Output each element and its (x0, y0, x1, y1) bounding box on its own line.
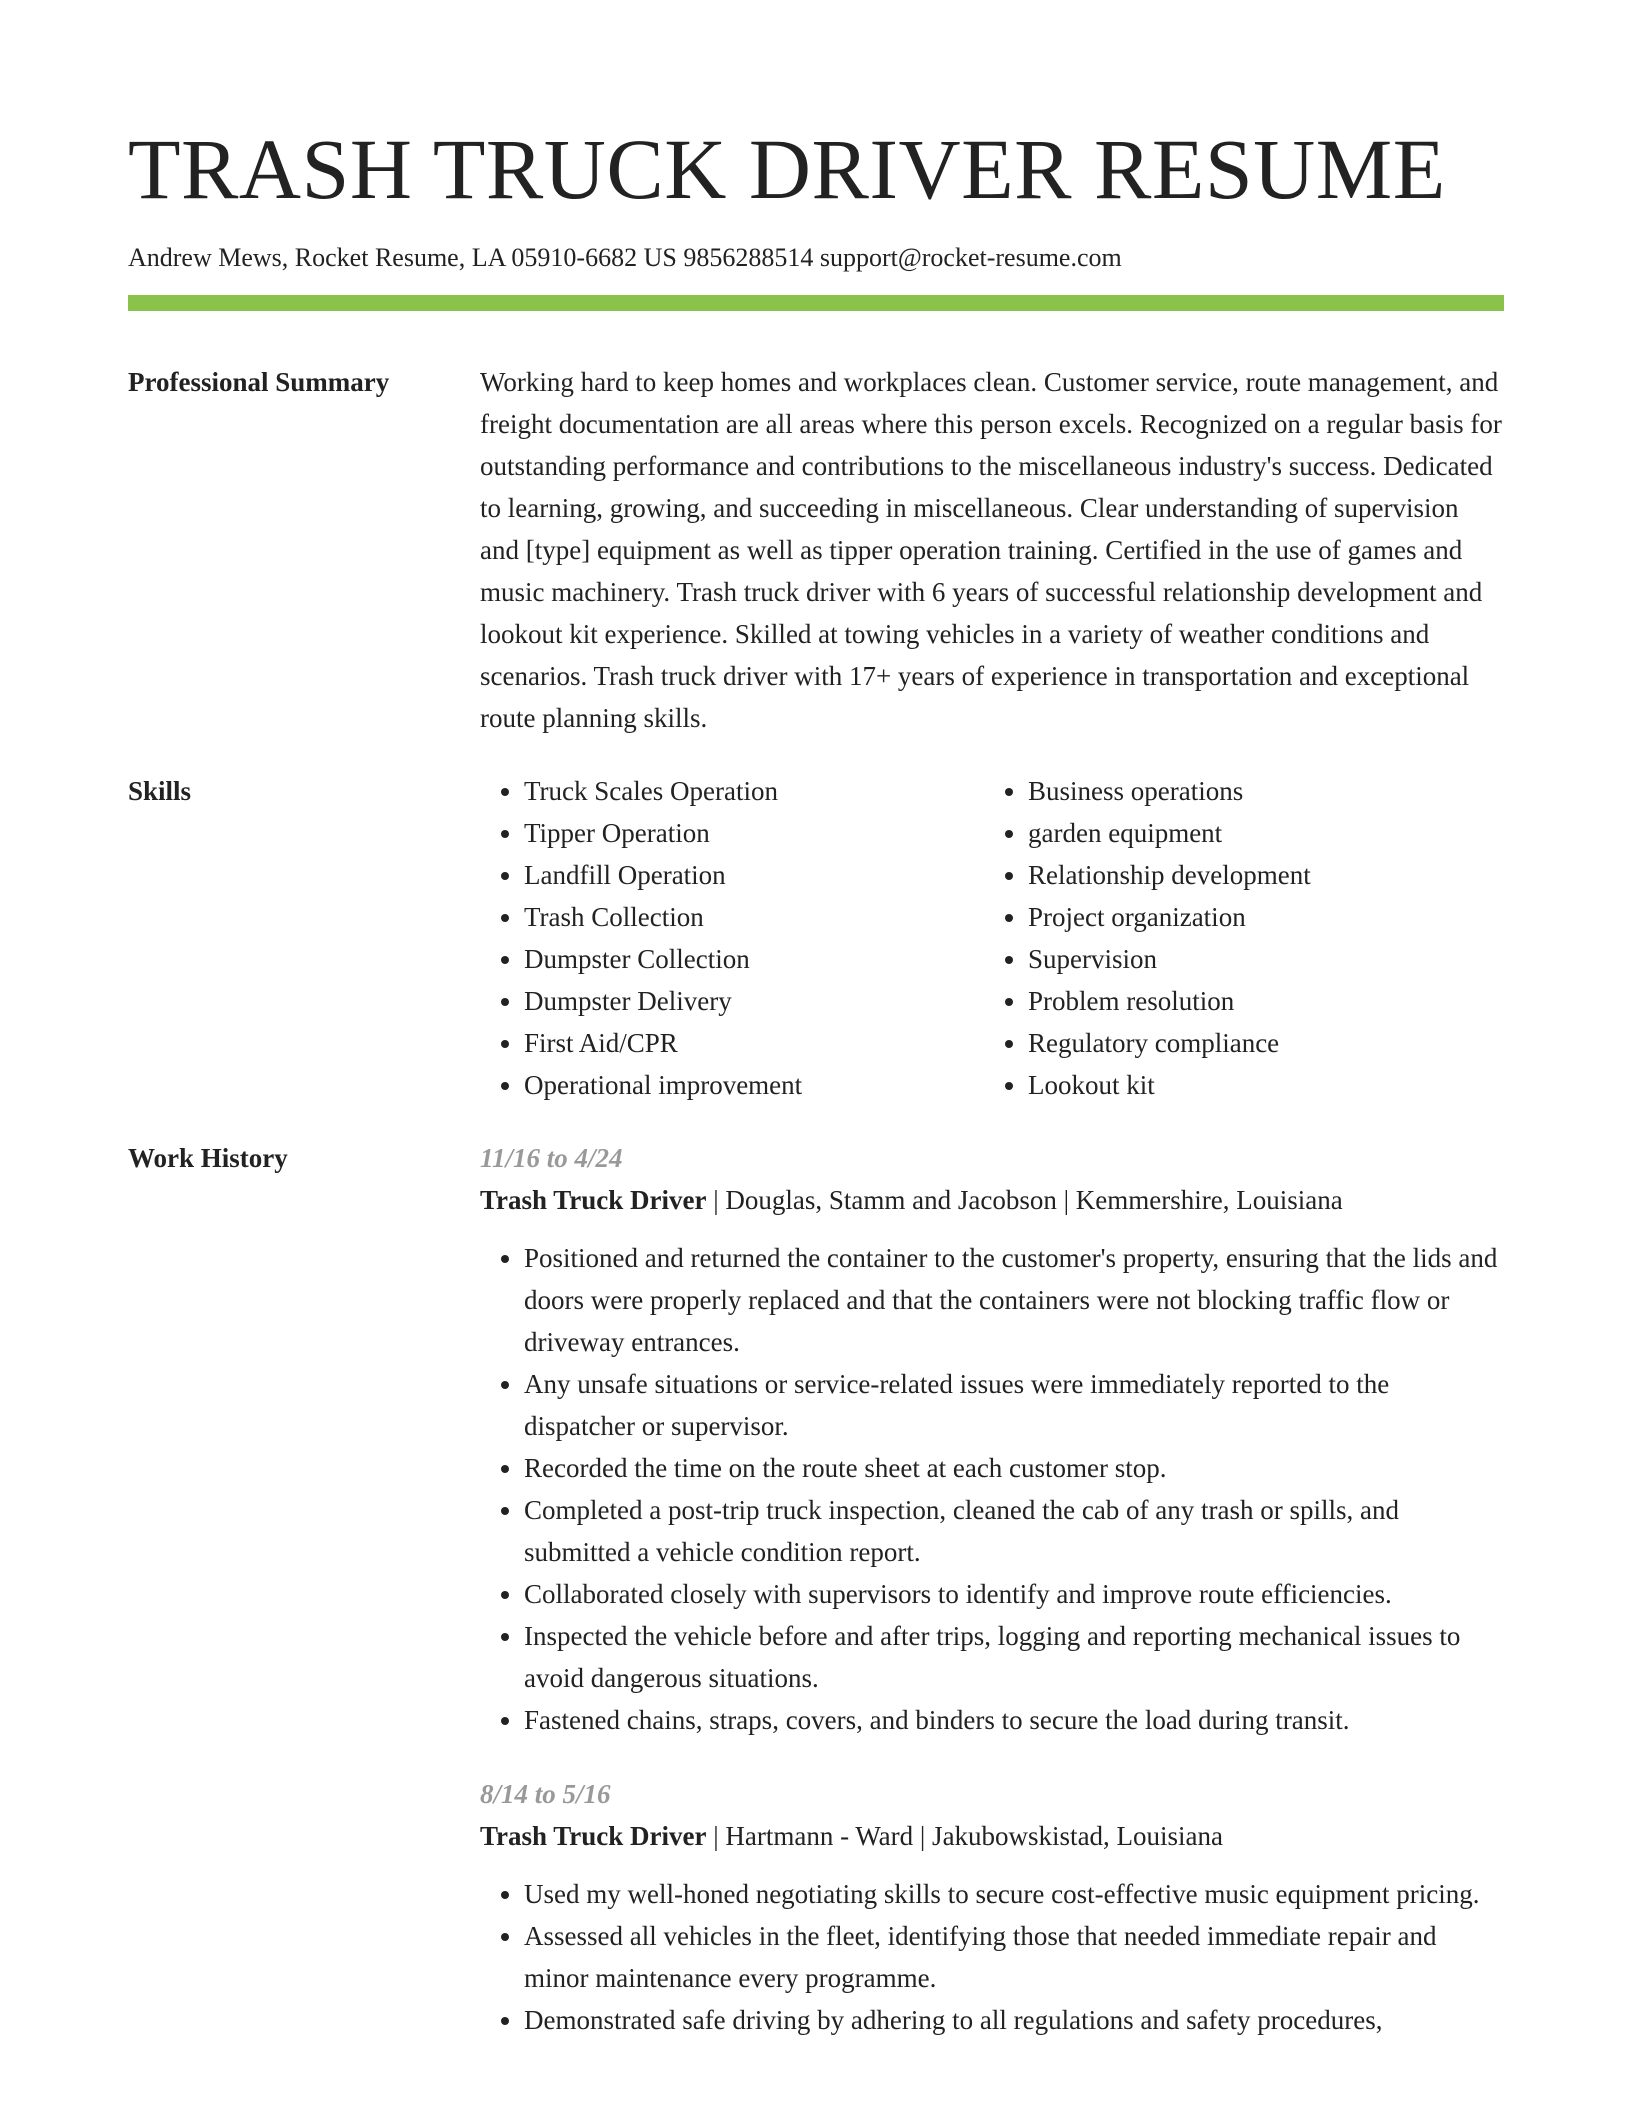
job-dates: 11/16 to 4/24 (480, 1143, 623, 1173)
job-entry (480, 1137, 1504, 1741)
skill-item: • Problem resolution (1028, 980, 1488, 1022)
job-title: Trash Truck Driver (480, 1821, 707, 1851)
resume-page (128, 0, 1504, 2041)
skills-section (128, 770, 1504, 1106)
skill-item: • Dumpster Delivery (524, 980, 984, 1022)
duty-item: • Inspected the vehicle before and after trips, logging and reporting mechanical issues to avoid dangerous situations. (524, 1615, 1504, 1699)
resume-title: TRASH TRUCK DRIVER RESUME (128, 121, 1446, 217)
job-employer-location: | Hartmann - Ward | Jakubowskistad, Louisiana (706, 1821, 1224, 1851)
work-history-section (128, 1137, 1504, 2041)
skills-heading: Skills (128, 776, 192, 806)
skill-item: • Truck Scales Operation (524, 770, 984, 812)
skills-list-left (480, 770, 984, 1106)
job-title: Trash Truck Driver (480, 1185, 707, 1215)
skills-list-right (984, 770, 1488, 1106)
skill-item: • Landfill Operation (524, 854, 984, 896)
skill-item: • Regulatory compliance (1028, 1022, 1488, 1064)
duty-item: • Collaborated closely with supervisors to identify and improve route efficiencies. (524, 1573, 1504, 1615)
skill-item: • First Aid/CPR (524, 1022, 984, 1064)
work-history-heading: Work History (128, 1143, 288, 1173)
duty-item: • Assessed all vehicles in the fleet, identifying those that needed immediate repair and minor maintenance every programme. (524, 1915, 1504, 1999)
skill-item: • Operational improvement (524, 1064, 984, 1106)
skill-item: • Project organization (1028, 896, 1488, 938)
summary-text: Working hard to keep homes and workplaces clean. Customer service, route management, and freight documentation are all areas where this person excels. Recognized on a regular basis for outstanding performance and contributions to the miscellaneous industry's success. Dedicated to learning, growing, and succeeding in miscellaneous. Clear understanding of supervision and [type] equipment as well as tipper operation training. Certified in the use of games and music machinery. Trash truck driver with 6 years of successful relationship development and lookout kit experience. Skilled at towing vehicles in a variety of weather conditions and scenarios. Trash truck driver with 17+ years of experience in transportation and exceptional route planning skills. (480, 367, 1502, 733)
job-employer-location: | Douglas, Stamm and Jacobson | Kemmershire, Louisiana (706, 1185, 1343, 1215)
contact-line: Andrew Mews, Rocket Resume, LA 05910-6682 US 9856288514 support@rocket-resume.com (128, 243, 1122, 272)
summary-heading: Professional Summary (128, 367, 390, 397)
duty-item: • Used my well-honed negotiating skills to secure cost-effective music equipment pricing. (524, 1873, 1504, 1915)
skill-item: • Lookout kit (1028, 1064, 1488, 1106)
job-duties (480, 1873, 1504, 2041)
job-dates: 8/14 to 5/16 (480, 1779, 611, 1809)
duty-item: • Completed a post-trip truck inspection, cleaned the cab of any trash or spills, and submitted a vehicle condition report. (524, 1489, 1504, 1573)
job-heading (480, 1815, 1504, 1857)
duty-item: • Demonstrated safe driving by adhering to all regulations and safety procedures, (524, 1999, 1504, 2041)
skill-item: • Dumpster Collection (524, 938, 984, 980)
skill-item: • Trash Collection (524, 896, 984, 938)
duty-item: • Fastened chains, straps, covers, and binders to secure the load during transit. (524, 1699, 1504, 1741)
duty-item: • Recorded the time on the route sheet at each customer stop. (524, 1447, 1504, 1489)
skill-item: • garden equipment (1028, 812, 1488, 854)
skill-item: • Business operations (1028, 770, 1488, 812)
duty-item: • Any unsafe situations or service-related issues were immediately reported to the dispatcher or supervisor. (524, 1363, 1504, 1447)
summary-section (128, 361, 1504, 739)
job-heading (480, 1179, 1504, 1221)
skill-item: • Relationship development (1028, 854, 1488, 896)
duty-item: • Positioned and returned the container to the customer's property, ensuring that the lids and doors were properly replaced and that the containers were not blocking traffic flow or driveway entrances. (524, 1237, 1504, 1363)
job-duties (480, 1237, 1504, 1741)
job-entry (480, 1773, 1504, 2041)
header-divider (128, 295, 1504, 311)
skill-item: • Supervision (1028, 938, 1488, 980)
skill-item: • Tipper Operation (524, 812, 984, 854)
